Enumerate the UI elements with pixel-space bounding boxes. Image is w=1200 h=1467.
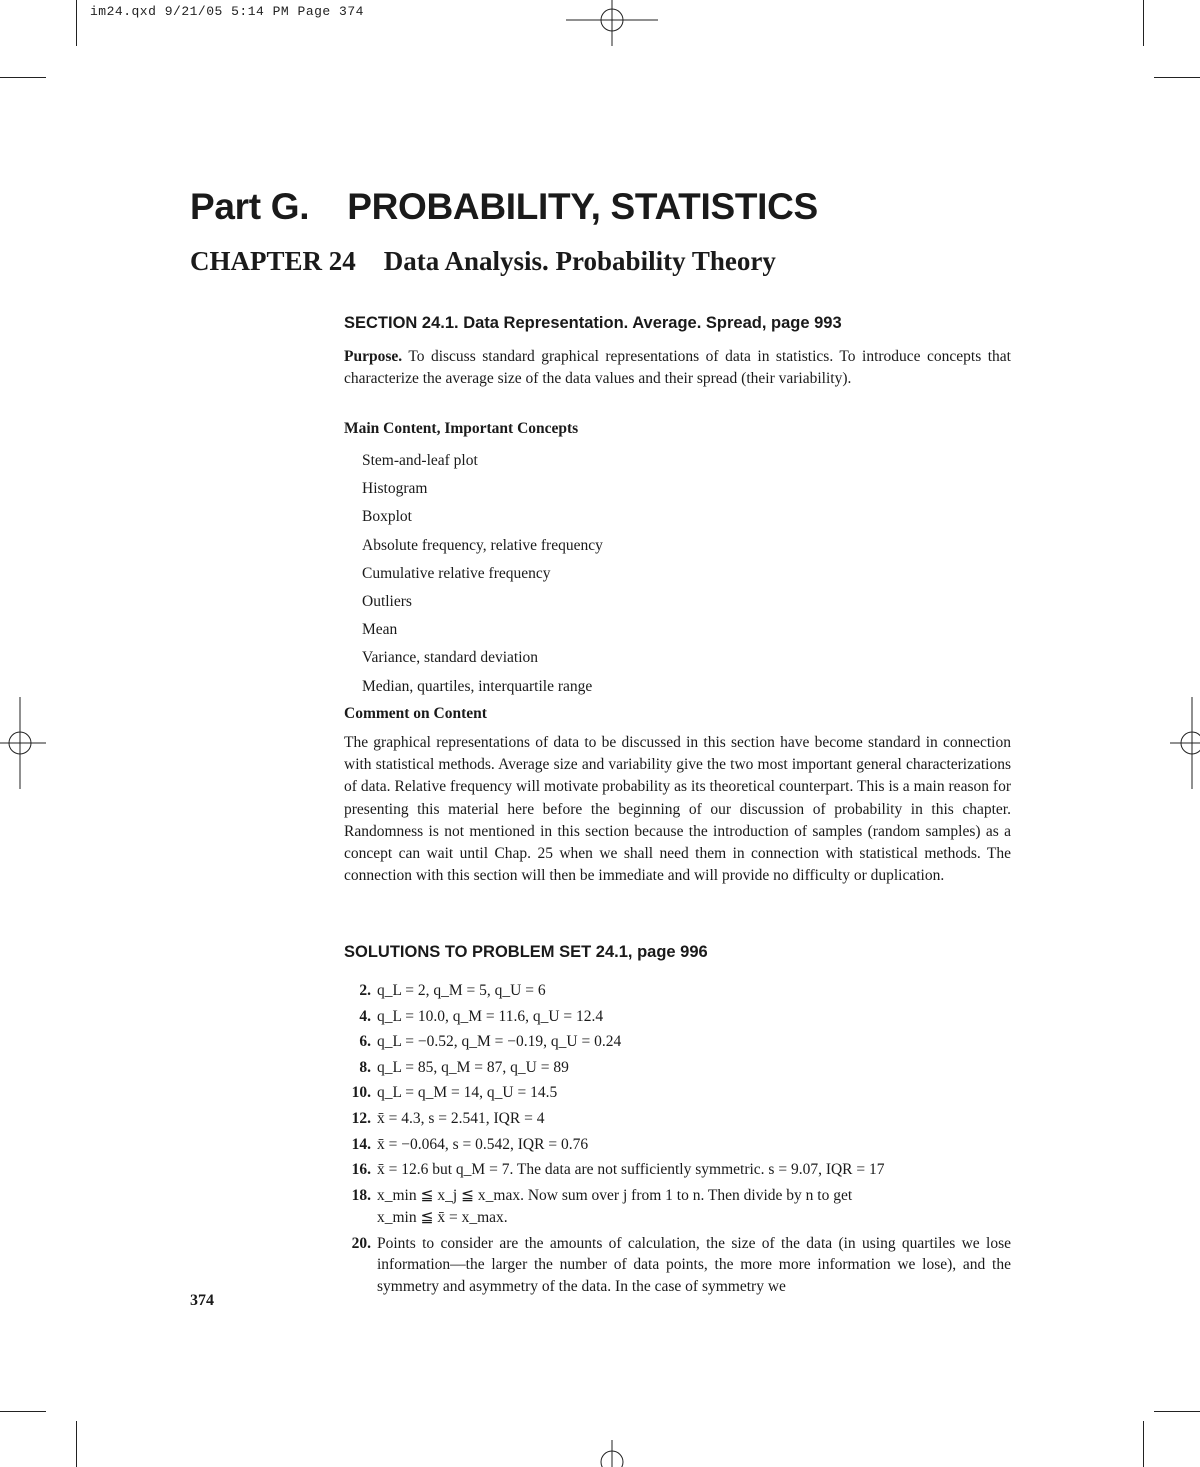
solution-item [344, 1108, 1011, 1134]
concept-list [362, 450, 603, 704]
solution-number: 2. [359, 982, 371, 999]
print-slug: im24.qxd 9/21/05 5:14 PM Page 374 [90, 4, 364, 19]
solution-number: 20. [351, 1234, 371, 1252]
part-title [190, 186, 818, 228]
crop-mark-bottom-left-vertical [76, 1421, 77, 1467]
solution-text: q_L = −0.52, q_M = −0.19, q_U = 0.24 [377, 1033, 622, 1051]
list-item: Boxplot [362, 508, 412, 526]
solution-number: 4. [359, 1007, 371, 1025]
registration-mark-left-icon [0, 697, 46, 789]
comment-block [344, 732, 1011, 887]
list-item: Absolute frequency, relative frequency [362, 536, 603, 554]
list-item: Stem-and-leaf plot [362, 452, 478, 469]
purpose-block [344, 346, 1011, 390]
solution-text: q_L = 2, q_M = 5, q_U = 6 [377, 982, 546, 999]
solutions-list [344, 980, 1011, 1298]
solution-text: Points to consider are the amounts of calculation, the size of the data (in using quartiles we lose information—the larger the number of data points, the more more information we lose), and the symmetry and asymmetry of the data. In the case of symmetry we [377, 1234, 1011, 1295]
comment-paragraph: The graphical representations of data to be discussed in this section have become standard in connection with statistical methods. Average size and variability give the two most important general characterizations of data. Relative frequency will motivate probability as its theoretical counterpart. This is a main reason for presenting this material here before the beginning of our discussion of probability in this chapter. Randomness is not mentioned in this section because the introduction of samples (random samples) as a concept can wait until Chap. 25 when we shall need them in connection with statistical methods. The connection with this section will then be immediate and will provide no difficulty or duplication. [344, 734, 1011, 885]
solution-number: 18. [351, 1186, 371, 1204]
solution-number: 14. [351, 1135, 371, 1153]
solutions-heading: SOLUTIONS TO PROBLEM SET 24.1, page 996 [344, 943, 708, 961]
solution-number: 12. [351, 1109, 371, 1127]
solution-item [344, 1185, 1011, 1233]
list-item: Outliers [362, 592, 412, 610]
crop-mark-top-left-vertical [76, 0, 77, 46]
solution-item [344, 1031, 1011, 1057]
part-name: PROBABILITY, STATISTICS [347, 186, 818, 227]
solution-text-line-2: x_min ≦ x̄ = x_max. [377, 1208, 508, 1226]
chapter-name: Data Analysis. Probability Theory [383, 246, 776, 276]
solution-item [344, 980, 1011, 1006]
solution-number: 10. [351, 1084, 371, 1102]
purpose-label: Purpose. [344, 348, 403, 365]
chapter-title [190, 246, 776, 277]
crop-mark-top-right-horizontal [1154, 77, 1200, 78]
comment-heading: Comment on Content [344, 705, 487, 722]
solution-item [344, 1134, 1011, 1160]
solution-text: x_min ≦ x_j ≦ x_max. Now sum over j from 1 to n. Then divide by n to get [377, 1186, 853, 1204]
section-heading: SECTION 24.1. Data Representation. Average. Spread, page 993 [344, 314, 842, 332]
crop-mark-top-right-vertical [1143, 0, 1144, 46]
solution-text: q_L = q_M = 14, q_U = 14.5 [377, 1084, 558, 1102]
main-content-heading: Main Content, Important Concepts [344, 420, 579, 437]
registration-mark-right-icon [1170, 697, 1200, 789]
purpose-text: To discuss standard graphical representations of data in statistics. To introduce concepts that characterize the average size of the data values and their spread (their variability). [344, 348, 1011, 388]
list-item: Mean [362, 621, 398, 639]
solution-item [344, 1082, 1011, 1108]
chapter-label: CHAPTER 24 [190, 246, 356, 276]
list-item: Median, quartiles, interquartile range [362, 677, 593, 695]
solution-text: x̄ = 4.3, s = 2.541, IQR = 4 [377, 1109, 545, 1127]
crop-mark-top-left-horizontal [0, 77, 46, 78]
crop-mark-bottom-right-horizontal [1154, 1411, 1200, 1412]
solution-item [344, 1057, 1011, 1083]
solution-text: x̄ = 12.6 but q_M = 7. The data are not sufficiently symmetric. s = 9.07, IQR = 17 [377, 1161, 885, 1179]
list-item: Variance, standard deviation [362, 649, 539, 667]
solution-number: 6. [359, 1033, 371, 1051]
registration-mark-top-icon [566, 0, 658, 46]
solution-number: 8. [359, 1058, 371, 1076]
solution-item [344, 1233, 1011, 1298]
page-number: 374 [190, 1292, 214, 1309]
registration-mark-bottom-icon [580, 1440, 644, 1467]
solution-item [344, 1006, 1011, 1032]
solution-text: q_L = 10.0, q_M = 11.6, q_U = 12.4 [377, 1007, 604, 1025]
crop-mark-bottom-right-vertical [1143, 1421, 1144, 1467]
list-item: Histogram [362, 480, 428, 498]
list-item: Cumulative relative frequency [362, 564, 551, 582]
solution-text: q_L = 85, q_M = 87, q_U = 89 [377, 1058, 569, 1076]
solution-item [344, 1159, 1011, 1185]
part-label: Part G. [190, 186, 310, 227]
solution-number: 16. [351, 1161, 371, 1179]
crop-mark-bottom-left-horizontal [0, 1411, 46, 1412]
solution-text: x̄ = −0.064, s = 0.542, IQR = 0.76 [377, 1135, 589, 1153]
purpose-paragraph [344, 346, 1011, 390]
